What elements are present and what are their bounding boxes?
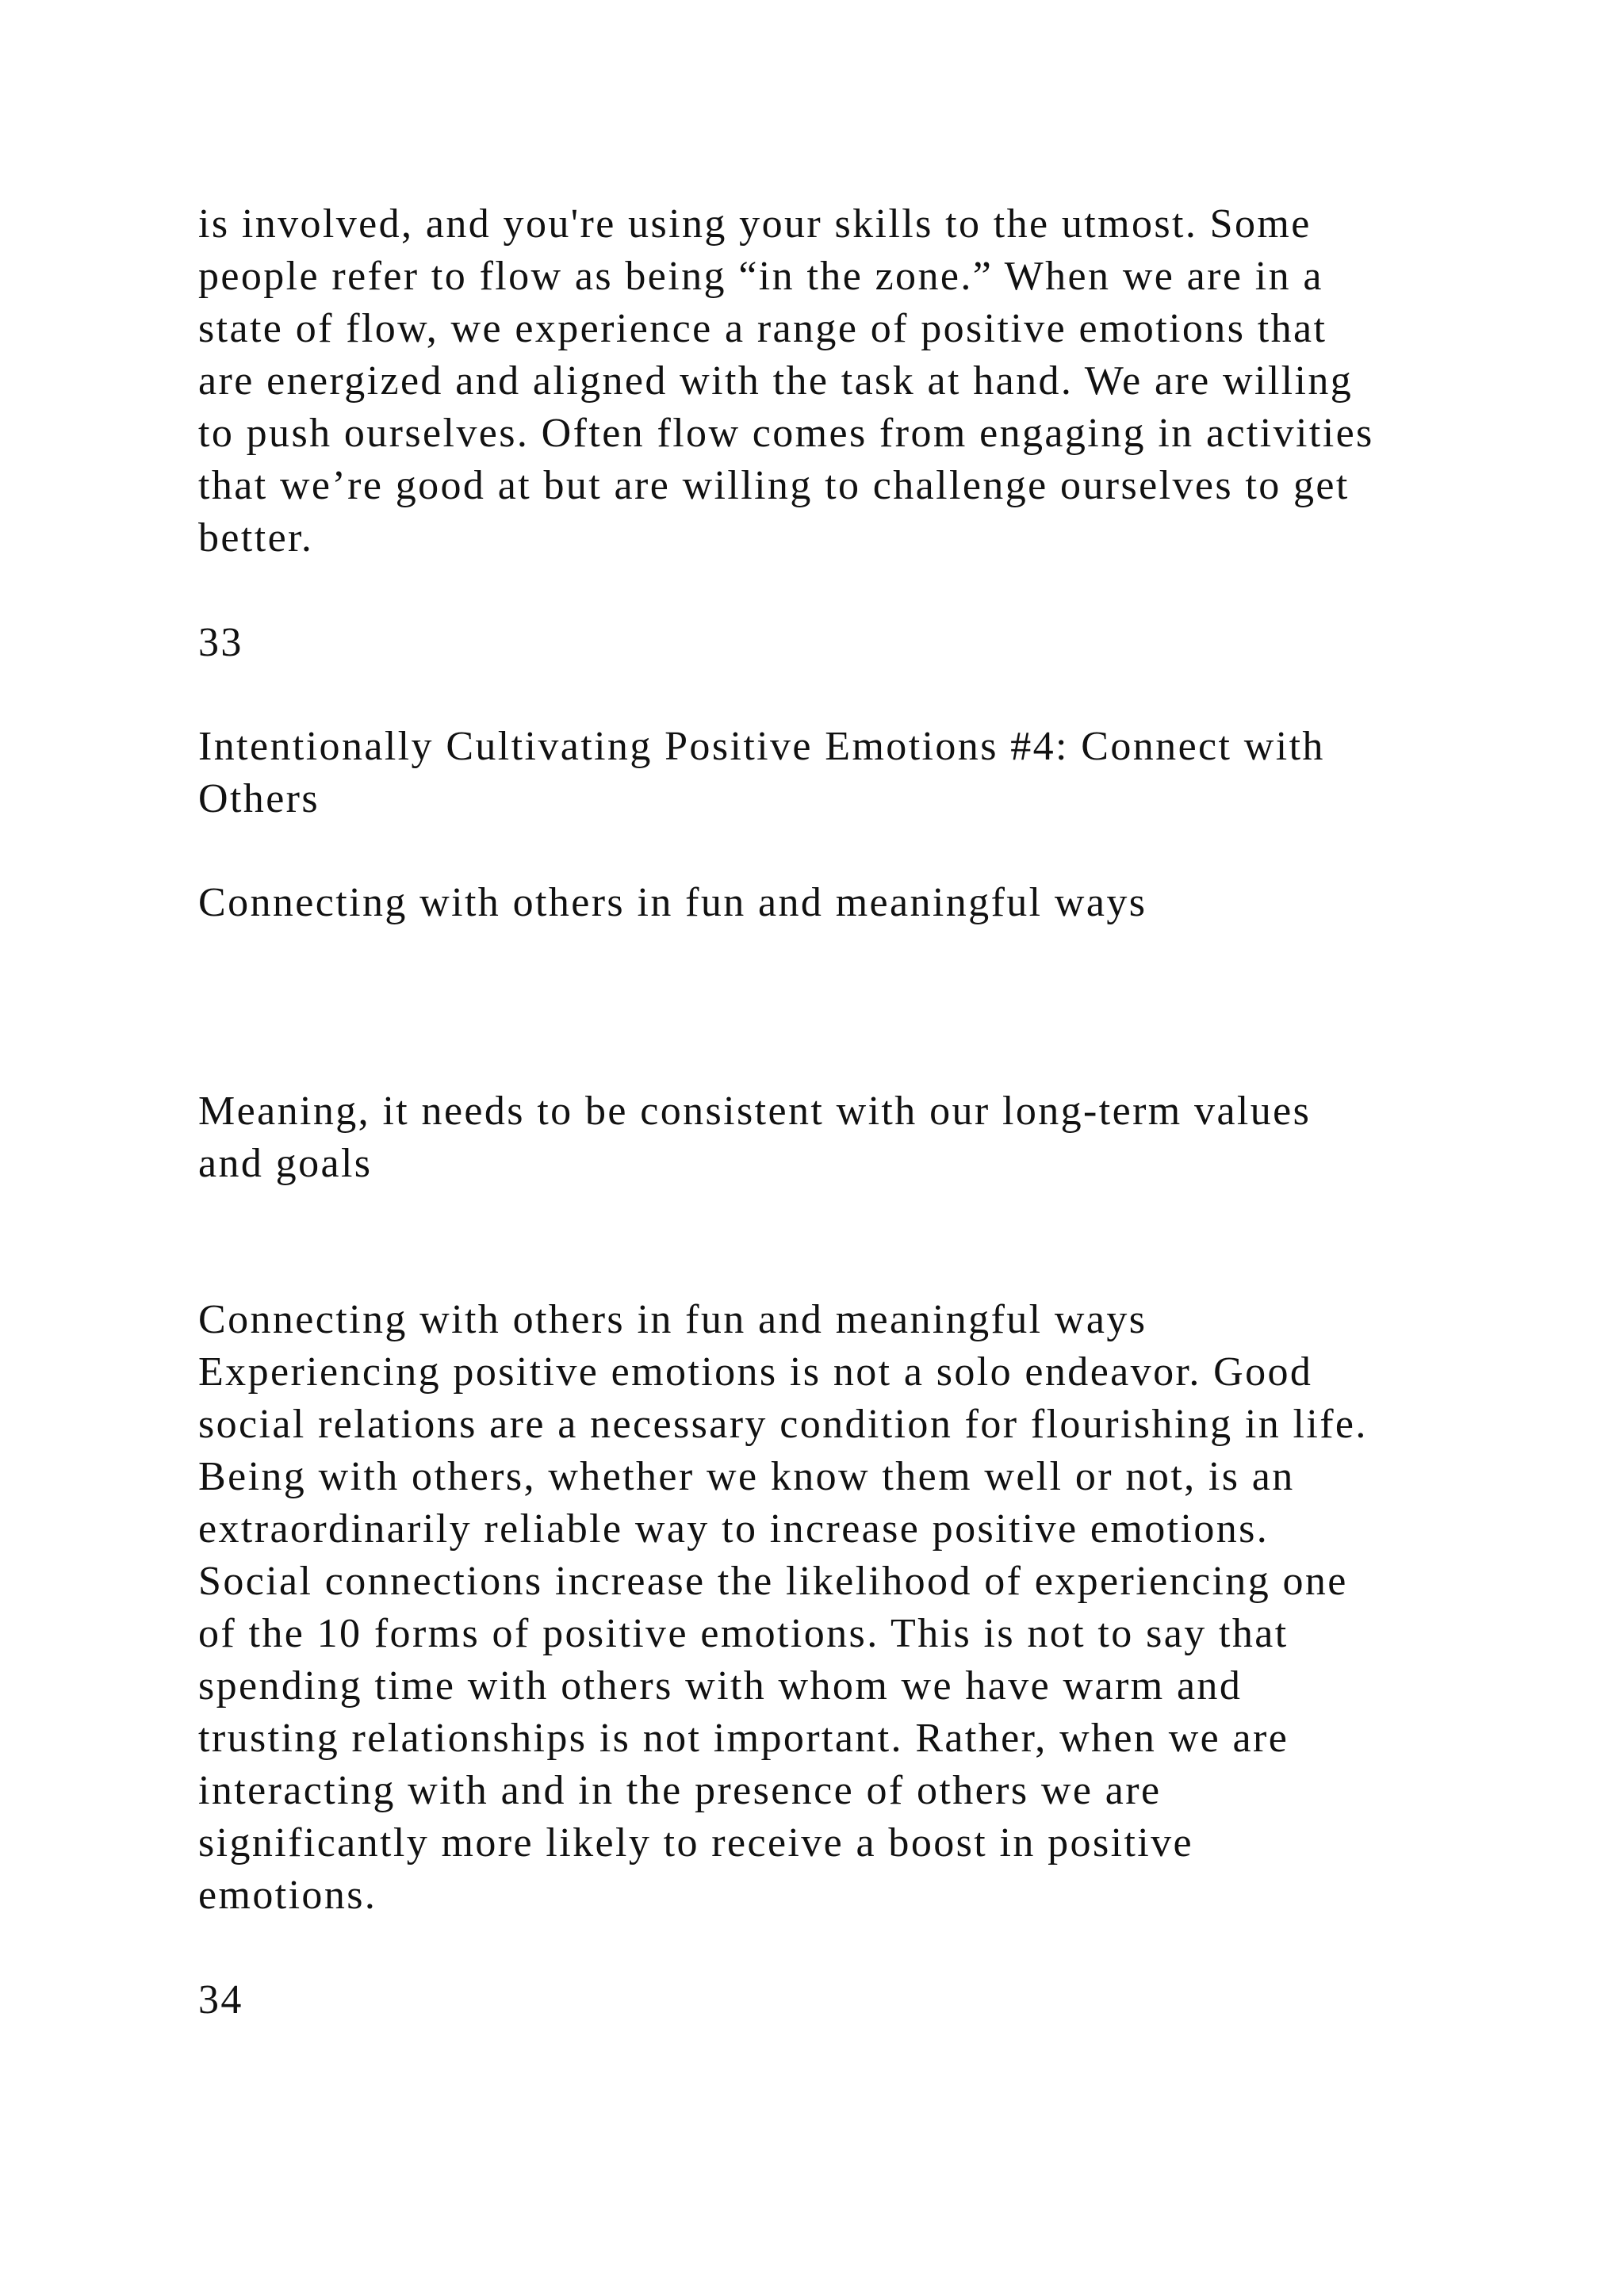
paragraph-2-line-5: extraordinarily reliable way to increase positive emotions. [198,1506,1270,1552]
paragraph-2-line-4: Being with others, whether we know them well or not, is an [198,1454,1295,1499]
paragraph-1-line-2: people refer to flow as being “in the zone.” When we are in a [198,254,1323,299]
paragraph-2-line-9: trusting relationships is not important. Rather, when we are [198,1716,1289,1761]
paragraph-2-line-12: emotions. [198,1873,377,1918]
paragraph-1-line-3: state of flow, we experience a range of positive emotions that [198,306,1327,351]
paragraph-2-line-2: Experiencing positive emotions is not a solo endeavor. Good [198,1349,1313,1395]
subheading: Connecting with others in fun and meaningful ways [198,880,1147,925]
meaning-line-1: Meaning, it needs to be consistent with our long-term values [198,1089,1312,1134]
paragraph-1-line-6: that we’re good at but are willing to challenge ourselves to get [198,463,1350,508]
section-heading-line-2: Others [198,776,320,821]
paragraph-1-line-7: better. [198,515,314,561]
meaning-line-2: and goals [198,1141,373,1186]
paragraph-1-line-5: to push ourselves. Often flow comes from engaging in activities [198,411,1374,456]
paragraph-2-line-7: of the 10 forms of positive emotions. This is not to say that [198,1611,1289,1656]
paragraph-1-line-1: is involved, and you're using your skills to the utmost. Some [198,201,1312,247]
page-number: 34 [198,1977,243,2022]
page-number: 33 [198,620,243,665]
paragraph-2-line-3: social relations are a necessary condition for flourishing in life. [198,1402,1368,1447]
section-heading-line-1: Intentionally Cultivating Positive Emotions #4: Connect with [198,724,1325,769]
paragraph-2-line-10: interacting with and in the presence of others we are [198,1768,1162,1813]
paragraph-2-line-6: Social connections increase the likelihood of experiencing one [198,1559,1348,1604]
paragraph-2-line-1: Connecting with others in fun and meaningful ways [198,1297,1147,1342]
paragraph-1-line-4: are energized and aligned with the task at hand. We are willing [198,358,1354,404]
paragraph-2-line-8: spending time with others with whom we have warm and [198,1663,1243,1709]
paragraph-2-line-11: significantly more likely to receive a boost in positive [198,1820,1194,1866]
